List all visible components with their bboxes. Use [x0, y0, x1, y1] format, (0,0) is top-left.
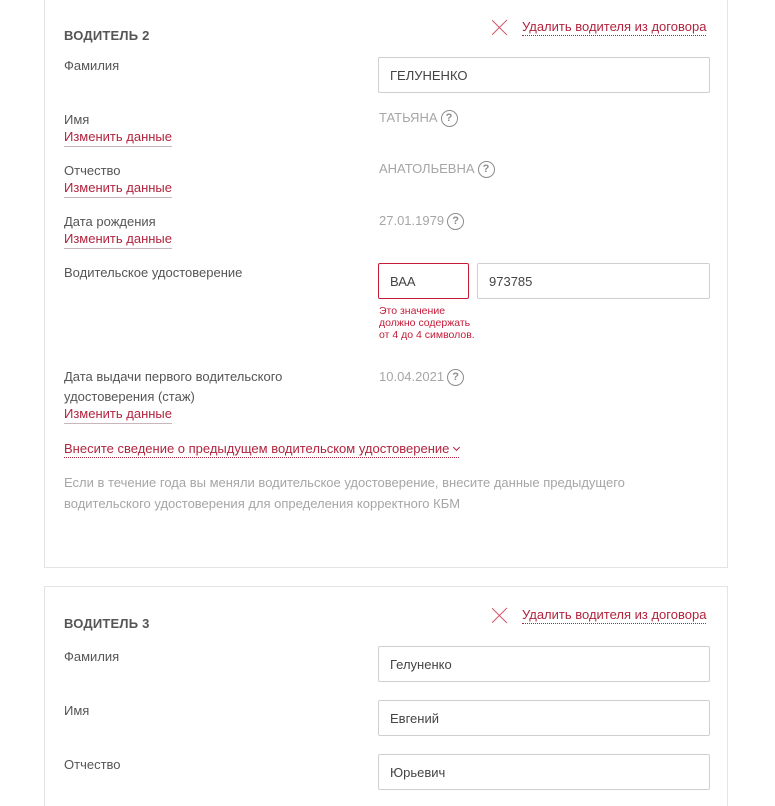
birthdate-value-text: 27.01.1979 [379, 213, 445, 228]
surname-input[interactable]: Гелуненко [378, 646, 710, 682]
driver-title: ВОДИТЕЛЬ 3 [64, 616, 150, 631]
license-number-input[interactable]: 973785 [477, 263, 710, 299]
patronymic-value [379, 159, 495, 179]
close-icon [491, 607, 508, 624]
change-name-link[interactable]: Изменить данные [64, 129, 172, 147]
remove-driver-button[interactable] [491, 18, 706, 36]
driver-card-3 [44, 586, 728, 806]
first-license-value [379, 367, 464, 387]
question-circle-icon[interactable]: ? [447, 369, 464, 386]
license-series-input[interactable]: ВАА [378, 263, 469, 299]
name-label: Имя [64, 112, 90, 127]
driver-title: ВОДИТЕЛЬ 2 [64, 28, 150, 43]
prev-license-toggle[interactable] [64, 440, 459, 458]
question-circle-icon[interactable]: ? [441, 110, 458, 127]
patronymic-label: Отчество [64, 163, 121, 178]
remove-driver-button[interactable] [491, 606, 706, 624]
birthdate-value [379, 211, 464, 231]
license-series-error: Это значение должно содержать от 4 до 4 символов. [379, 305, 475, 341]
change-birthdate-link[interactable]: Изменить данные [64, 231, 172, 249]
first-license-label-line1: Дата выдачи первого водительского [64, 369, 283, 384]
patronymic-value-text: АНАТОЛЬЕВНА [379, 161, 475, 176]
name-input[interactable]: Евгений [378, 700, 710, 736]
remove-driver-label: Удалить водителя из договора [522, 607, 707, 622]
surname-label: Фамилия [64, 649, 120, 664]
remove-driver-label: Удалить водителя из договора [522, 19, 707, 34]
prev-license-hint-line2: водительского удостоверения для определения корректного КБМ [64, 496, 461, 511]
first-license-label-line2: удостоверения (стаж) [64, 389, 195, 404]
birthdate-label: Дата рождения [64, 214, 156, 229]
first-license-value-text: 10.04.2021 [379, 369, 445, 384]
prev-license-link-text: Внесите сведение о предыдущем водительском удостоверение [64, 441, 450, 456]
patronymic-label: Отчество [64, 757, 121, 772]
name-value [379, 108, 458, 128]
change-patronymic-link[interactable]: Изменить данные [64, 180, 172, 198]
driver-card-2 [44, 0, 728, 568]
license-label: Водительское удостоверение [64, 265, 243, 280]
close-icon [491, 19, 508, 36]
question-circle-icon[interactable]: ? [447, 213, 464, 230]
change-first-license-link[interactable]: Изменить данные [64, 406, 172, 424]
surname-input[interactable]: ГЕЛУНЕНКО [378, 57, 710, 93]
surname-label: Фамилия [64, 58, 120, 73]
name-value-text: ТАТЬЯНА [379, 110, 438, 125]
name-label: Имя [64, 703, 90, 718]
chevron-down-icon [453, 443, 460, 450]
prev-license-hint-line1: Если в течение года вы меняли водительское удостоверение, внесите данные предыдущего [64, 475, 625, 490]
patronymic-input[interactable]: Юрьевич [378, 754, 710, 790]
question-circle-icon[interactable]: ? [478, 161, 495, 178]
